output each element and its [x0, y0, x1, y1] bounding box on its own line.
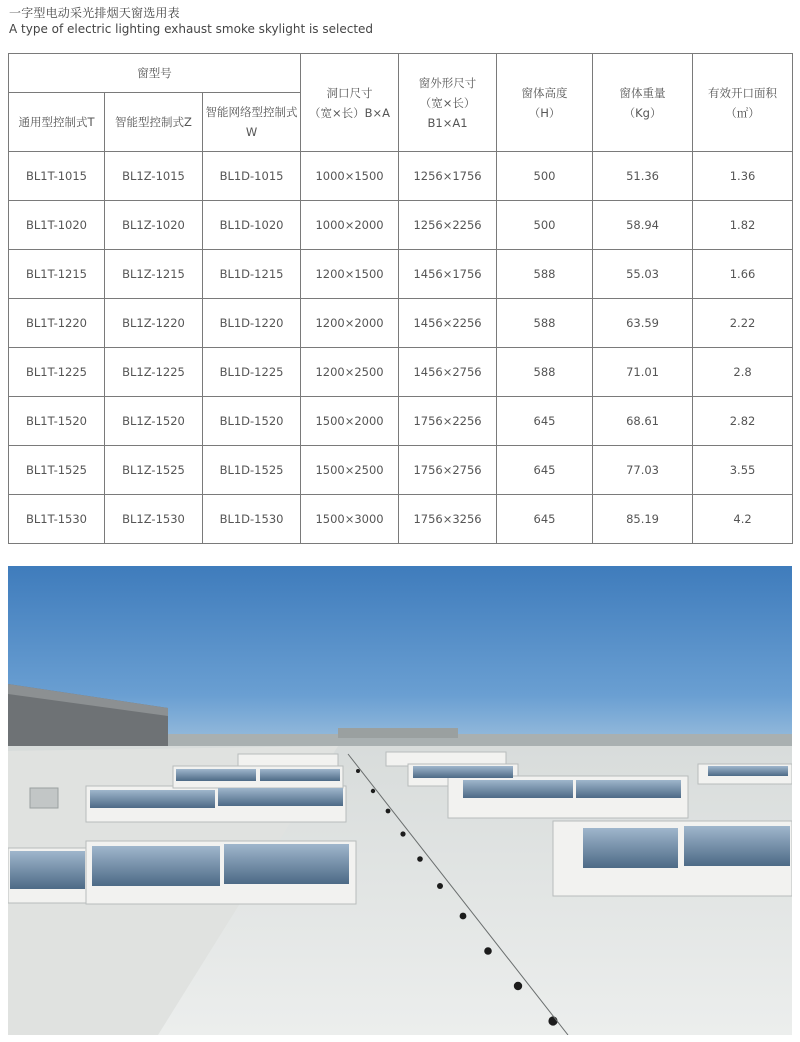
col-header-model-t: 通用型控制式T — [9, 93, 105, 152]
page-title: 一字型电动采光排烟天窗选用表 — [9, 6, 180, 20]
table-cell: 588 — [497, 250, 593, 299]
table-cell: BL1Z-1220 — [105, 299, 203, 348]
table-cell: BL1Z-1020 — [105, 201, 203, 250]
col-header-open-area — [693, 54, 793, 152]
table-cell: 1756×2256 — [399, 397, 497, 446]
table-cell: 51.36 — [593, 152, 693, 201]
table-cell: BL1D-1220 — [203, 299, 301, 348]
table-cell: 1000×2000 — [301, 201, 399, 250]
col-header-line: （Kg） — [623, 105, 662, 120]
table-row — [9, 152, 793, 201]
table-cell: BL1T-1220 — [9, 299, 105, 348]
col-header-line: 有效开口面积 — [708, 85, 778, 100]
table-cell: BL1T-1015 — [9, 152, 105, 201]
table-header-row — [9, 54, 793, 93]
table-cell: BL1D-1525 — [203, 446, 301, 495]
table-cell: BL1D-1520 — [203, 397, 301, 446]
table-cell: BL1Z-1530 — [105, 495, 203, 544]
table-cell: BL1D-1015 — [203, 152, 301, 201]
table-cell: 55.03 — [593, 250, 693, 299]
table-cell: 588 — [497, 299, 593, 348]
table-cell: 500 — [497, 152, 593, 201]
table-cell: BL1D-1215 — [203, 250, 301, 299]
table-row — [9, 348, 793, 397]
table-cell: 71.01 — [593, 348, 693, 397]
table-cell: 58.94 — [593, 201, 693, 250]
table-cell: 1456×2756 — [399, 348, 497, 397]
table-cell: BL1T-1215 — [9, 250, 105, 299]
table-cell: 3.55 — [693, 446, 793, 495]
table-cell: 588 — [497, 348, 593, 397]
table-row — [9, 446, 793, 495]
col-header-line: 洞口尺寸 — [326, 85, 373, 100]
col-header-height — [497, 54, 593, 152]
rooftop-skylights-photo — [8, 566, 792, 1035]
table-cell: 1200×1500 — [301, 250, 399, 299]
col-header-line: （㎡） — [725, 105, 760, 120]
table-cell: BL1T-1225 — [9, 348, 105, 397]
table-cell: 645 — [497, 495, 593, 544]
page-subtitle: A type of electric lighting exhaust smoke skylight is selected — [9, 22, 374, 36]
table-cell: BL1T-1530 — [9, 495, 105, 544]
table-cell: BL1D-1225 — [203, 348, 301, 397]
table-cell: 1.66 — [693, 250, 793, 299]
table-cell: 500 — [497, 201, 593, 250]
table-row — [9, 250, 793, 299]
col-header-line: （宽×长）B1×A1 — [419, 95, 476, 130]
table-cell: 1456×1756 — [399, 250, 497, 299]
col-header-line: 窗外形尺寸 — [418, 75, 477, 90]
table-cell: BL1T-1020 — [9, 201, 105, 250]
table-cell: 1.36 — [693, 152, 793, 201]
table-cell: 1256×1756 — [399, 152, 497, 201]
table-cell: 1756×3256 — [399, 495, 497, 544]
col-header-weight — [593, 54, 693, 152]
col-header-line: 窗体高度 — [521, 85, 568, 100]
spec-table — [8, 53, 793, 544]
col-header-line: （宽×长）B×A — [309, 105, 391, 120]
table-cell: 1500×2000 — [301, 397, 399, 446]
table-cell: BL1T-1525 — [9, 446, 105, 495]
table-cell: 1200×2500 — [301, 348, 399, 397]
col-header-model-w: 智能网络型控制式W — [203, 93, 301, 152]
table-cell: 1000×1500 — [301, 152, 399, 201]
table-cell: BL1Z-1525 — [105, 446, 203, 495]
col-header-line: 窗体重量 — [619, 85, 666, 100]
table-row — [9, 397, 793, 446]
table-cell: 1456×2256 — [399, 299, 497, 348]
table-cell: 85.19 — [593, 495, 693, 544]
table-cell: 2.8 — [693, 348, 793, 397]
table-row — [9, 495, 793, 544]
col-header-line: （H） — [528, 105, 561, 120]
table-cell: 63.59 — [593, 299, 693, 348]
table-cell: 68.61 — [593, 397, 693, 446]
table-cell: 645 — [497, 446, 593, 495]
table-cell: BL1Z-1520 — [105, 397, 203, 446]
table-cell: 645 — [497, 397, 593, 446]
table-cell: 2.82 — [693, 397, 793, 446]
table-cell: 4.2 — [693, 495, 793, 544]
table-cell: 2.22 — [693, 299, 793, 348]
col-header-opening — [301, 54, 399, 152]
table-cell: 1500×3000 — [301, 495, 399, 544]
table-cell: 1200×2000 — [301, 299, 399, 348]
table-cell: 77.03 — [593, 446, 693, 495]
table-cell: BL1D-1530 — [203, 495, 301, 544]
table-cell: BL1Z-1215 — [105, 250, 203, 299]
model-group-header: 窗型号 — [9, 54, 301, 93]
table-cell: 1756×2756 — [399, 446, 497, 495]
table-cell: 1256×2256 — [399, 201, 497, 250]
table-cell: BL1Z-1225 — [105, 348, 203, 397]
table-row — [9, 299, 793, 348]
col-header-outer-size — [399, 54, 497, 152]
table-cell: BL1T-1520 — [9, 397, 105, 446]
table-cell: 1500×2500 — [301, 446, 399, 495]
col-header-model-z: 智能型控制式Z — [105, 93, 203, 152]
table-cell: 1.82 — [693, 201, 793, 250]
table-cell: BL1D-1020 — [203, 201, 301, 250]
table-cell: BL1Z-1015 — [105, 152, 203, 201]
table-row — [9, 201, 793, 250]
